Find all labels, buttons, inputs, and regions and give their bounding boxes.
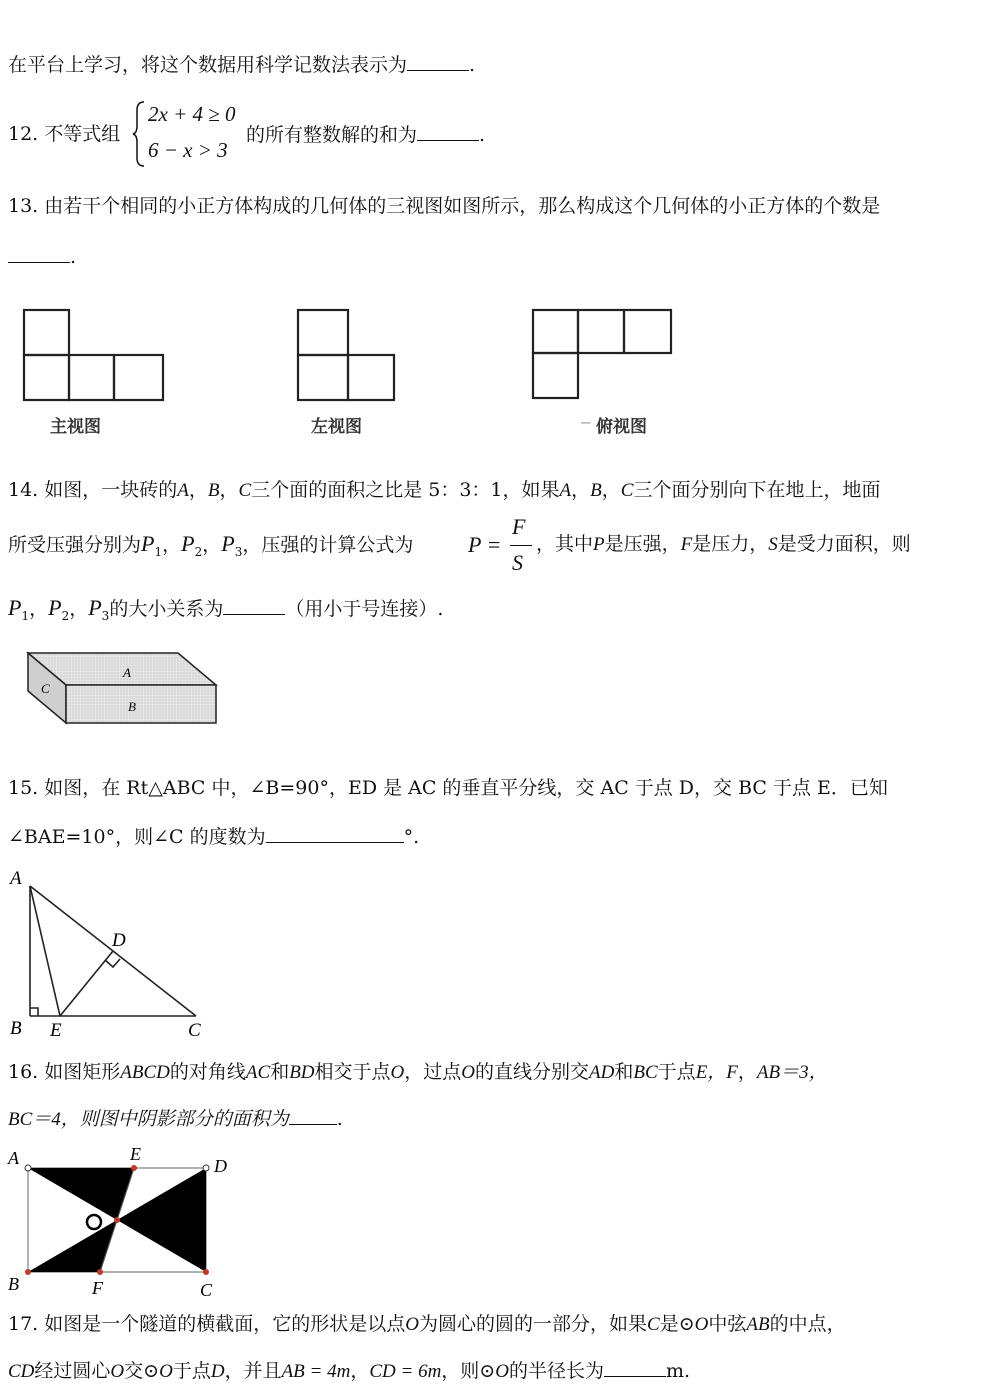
q14-brick-figure	[0, 645, 260, 745]
shaded-region	[117, 1168, 206, 1272]
q12-inequality-1: 2x + 4 ≥ 0	[148, 102, 236, 126]
front-view-label: 主视图	[50, 417, 101, 436]
q16-var: ABCD	[120, 1062, 170, 1083]
q14-var-b: B	[590, 480, 602, 501]
q16-label-b: B	[8, 1274, 19, 1294]
q14-sep: ，	[188, 479, 208, 501]
q16-text: 如图矩形	[44, 1061, 121, 1083]
point-e	[131, 1165, 137, 1171]
q12-tail: 的所有整数解的和为	[246, 124, 418, 146]
q16-answer-blank[interactable]	[289, 1106, 337, 1125]
q13-answer-blank[interactable]	[8, 244, 70, 263]
q16-var: BD	[289, 1062, 315, 1083]
q12-answer-blank[interactable]	[417, 122, 479, 141]
q12-end: .	[479, 124, 486, 146]
q16-line2	[8, 1106, 343, 1132]
q17-text: 交⊙	[124, 1360, 160, 1382]
q17-var: CD = 6m	[369, 1361, 442, 1382]
q17-var: O	[694, 1314, 709, 1335]
q14-var-f: F	[680, 534, 693, 555]
point-a	[25, 1165, 31, 1171]
q17-text: 中弦	[708, 1313, 747, 1335]
q11-line	[8, 52, 475, 77]
q17-text: ，并且	[224, 1360, 282, 1382]
brick-label-a: A	[123, 665, 131, 680]
q14-sep: ，	[162, 534, 182, 556]
q16-label-e: E	[130, 1144, 141, 1164]
q17-text: 如图是一个隧道的横截面，它的形状是以点	[44, 1313, 406, 1335]
top-view-label: 俯视图	[596, 417, 647, 436]
q16-text: 和	[270, 1061, 290, 1083]
q14-text: 是压力，	[692, 533, 769, 555]
q15-number: 15.	[8, 777, 39, 799]
q15-triangle-figure	[0, 868, 260, 1043]
q16-line1	[8, 1060, 828, 1085]
q17-text: ，则⊙	[441, 1360, 496, 1382]
brick-label-c: C	[41, 681, 50, 696]
q12-inequality-2: 6 − x > 3	[148, 138, 228, 162]
q17-text: 的半径长为	[508, 1360, 604, 1382]
q14-var-a: A	[177, 480, 189, 501]
q14-line2	[8, 532, 413, 564]
q14-number: 14.	[8, 479, 39, 501]
q17-text: 是⊙	[659, 1313, 695, 1335]
shaded-region	[28, 1220, 117, 1272]
top-view-square	[533, 353, 578, 398]
left-view-square	[298, 310, 348, 355]
q17-text: 的中点，	[769, 1313, 846, 1335]
q13-end: .	[70, 246, 77, 268]
q14-text: 三个面分别向下在地上，地面	[633, 479, 881, 501]
q14-formula-denominator: S	[512, 550, 523, 575]
q14-p1-sub: 1	[21, 608, 30, 623]
q14-var-a: A	[559, 480, 572, 501]
q16-var: AC	[245, 1062, 271, 1083]
q14-p1: P	[141, 531, 155, 556]
brace-icon	[132, 100, 146, 168]
q14-p1: P	[8, 595, 22, 620]
top-view-square	[578, 310, 624, 353]
q17-sep: ，	[350, 1360, 370, 1382]
q16-rectangle-figure	[0, 1140, 260, 1300]
q17-text: 于点	[172, 1360, 211, 1382]
q13-text: 由若干个相同的小正方体构成的几何体的三视图如图所示，那么构成这个几何体的小正方体的个数是	[44, 195, 881, 217]
q16-label-c: C	[200, 1280, 213, 1300]
q12-lead: 不等式组	[44, 123, 121, 145]
brick-label-b: B	[128, 699, 136, 714]
q14-text: （用小于号连接）.	[285, 598, 444, 620]
q16-number: 16.	[8, 1061, 39, 1083]
top-view-square	[624, 310, 671, 353]
q15-end: °.	[403, 826, 420, 848]
q14-p2-sub: 2	[61, 608, 70, 623]
q16-text: ，过点	[404, 1061, 462, 1083]
q16-var: O	[461, 1062, 476, 1083]
q15-label-a: A	[10, 868, 22, 889]
shaded-region	[28, 1168, 134, 1220]
q17-line2	[8, 1358, 690, 1384]
q17-var: C	[647, 1314, 660, 1335]
q14-line1	[8, 478, 880, 503]
q13-line	[8, 194, 880, 218]
q14-line3	[8, 596, 443, 628]
q17-var: O	[110, 1361, 125, 1382]
q16-end: .	[336, 1108, 343, 1130]
q16-var: AB＝3，	[756, 1062, 828, 1083]
q17-var: O	[159, 1361, 173, 1382]
q14-text: 是压强，	[604, 533, 681, 555]
q16-var: AD	[589, 1062, 615, 1083]
left-view-square	[298, 355, 348, 400]
q16-text: 相交于点	[314, 1061, 391, 1083]
q15-label-c: C	[188, 1020, 201, 1041]
q16-var: O	[390, 1062, 405, 1083]
q15-label-e: E	[50, 1020, 62, 1041]
q12-tail-line	[246, 122, 485, 147]
q16-text: 和	[614, 1061, 634, 1083]
q16-text: BC＝4，则图中阴影部分的面积为	[8, 1109, 289, 1130]
point-f	[97, 1269, 103, 1275]
q16-var: BC	[633, 1062, 658, 1083]
q16-text: 的对角线	[169, 1061, 246, 1083]
front-view-square	[24, 310, 69, 355]
q17-answer-blank[interactable]	[604, 1358, 666, 1377]
q14-sep: ，	[69, 598, 89, 620]
front-view-square	[24, 355, 69, 400]
q15-text: 如图，在 Rt△ABC 中，∠B=90°，ED 是 AC 的垂直平分线，交 AC 于点 D，交 BC 于点 E．已知	[44, 777, 888, 799]
point-o	[114, 1217, 120, 1223]
q17-var: O	[495, 1361, 509, 1382]
q16-label-d: D	[214, 1156, 227, 1176]
q16-text: 的直线分别交	[475, 1061, 590, 1083]
q11-text: 在平台上学习，将这个数据用科学记数法表示为	[8, 54, 408, 76]
q16-var: E，F	[695, 1062, 738, 1083]
q14-text: ，压强的计算公式为	[242, 534, 414, 556]
q17-var: CD	[8, 1361, 35, 1382]
point-c	[203, 1269, 209, 1275]
q14-p3-sub: 3	[234, 544, 243, 559]
point-d	[203, 1165, 209, 1171]
q14-p2: P	[48, 595, 62, 620]
q13-line2	[8, 244, 76, 269]
q14-p2: P	[181, 531, 195, 556]
q14-text: ，其中	[536, 533, 594, 555]
q14-var-c: C	[620, 480, 634, 501]
q15-label-b: B	[10, 1018, 22, 1039]
q16-label-a: A	[8, 1148, 19, 1168]
q15-line1	[8, 776, 888, 800]
q14-text: 的大小关系为	[109, 598, 224, 620]
q14-var-c: C	[238, 480, 252, 501]
q15-answer-blank[interactable]	[266, 824, 404, 843]
q14-text: 是受力面积，则	[777, 533, 911, 555]
q17-text: 为圆心的圆的一部分，如果	[419, 1313, 648, 1335]
q14-text: 所受压强分别为	[8, 534, 142, 556]
q14-sep: ，	[571, 479, 591, 501]
q14-formula-numerator: F	[512, 514, 526, 539]
q14-p1-sub: 1	[154, 544, 163, 559]
brick-front-face	[66, 685, 216, 723]
q13-three-views-figure	[0, 300, 990, 440]
q14-var-s: S	[768, 534, 778, 555]
q13-number: 13.	[8, 195, 39, 217]
q14-text: 三个面的面积之比是 5：3：1，如果	[251, 479, 560, 501]
q17-number: 17.	[8, 1313, 39, 1335]
q16-text: 于点	[657, 1061, 696, 1083]
q11-answer-blank[interactable]	[407, 52, 469, 71]
q15-line2	[8, 824, 419, 849]
q17-text: 经过圆心	[34, 1360, 111, 1382]
fraction-bar	[510, 545, 532, 546]
q17-end: m.	[665, 1360, 691, 1382]
left-view-square	[348, 355, 394, 400]
q12-number: 12.	[8, 123, 39, 145]
q14-p3-sub: 3	[101, 608, 110, 623]
q17-var: D	[210, 1361, 225, 1382]
point-o-marker	[87, 1215, 101, 1229]
front-view-square	[69, 355, 114, 400]
q17-var: AB	[746, 1314, 770, 1335]
q14-sep: ，	[29, 598, 49, 620]
q17-line1	[8, 1312, 846, 1337]
q14-p3: P	[221, 531, 235, 556]
q14-answer-blank[interactable]	[223, 596, 285, 615]
q14-var-p: P	[593, 534, 605, 555]
q16-label-f: F	[92, 1278, 103, 1298]
q14-var-b: B	[207, 480, 220, 501]
top-view-square	[533, 310, 578, 353]
q11-end: .	[469, 54, 476, 76]
q14-formula-lhs: P =	[468, 532, 502, 557]
front-view-square	[114, 355, 163, 400]
q17-var: AB = 4m	[281, 1361, 351, 1382]
q14-sep: ，	[219, 479, 239, 501]
q14-sep: ，	[202, 534, 222, 556]
point-b	[25, 1269, 31, 1275]
q14-p2-sub: 2	[194, 544, 203, 559]
q16-text: ，	[737, 1061, 757, 1083]
q15-text: ∠BAE=10°，则∠C 的度数为	[8, 826, 266, 848]
left-view-label: 左视图	[311, 417, 362, 436]
q12-line	[8, 122, 120, 146]
q15-label-d: D	[112, 930, 126, 951]
q14-sep: ，	[601, 479, 621, 501]
q14-line2-tail	[536, 532, 911, 557]
q14-text: 如图，一块砖的	[44, 479, 178, 501]
q14-p3: P	[88, 595, 102, 620]
top-view-prefix: –	[581, 412, 591, 431]
q17-var: O	[405, 1314, 420, 1335]
